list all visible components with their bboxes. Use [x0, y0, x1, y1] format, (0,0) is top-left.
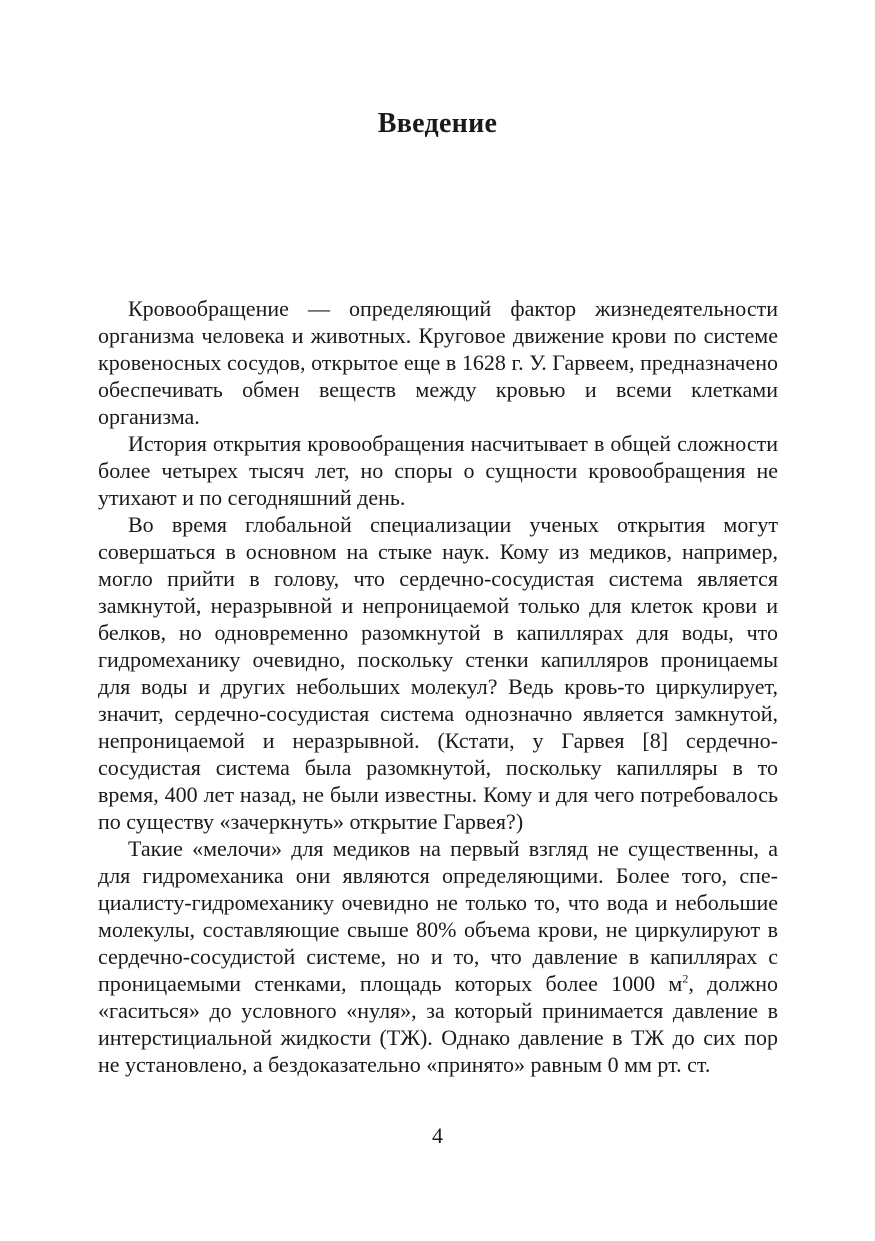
- paragraph-4: [98, 835, 778, 1078]
- paragraph-3: Во время глобальной специализации ученых открытия могут совершаться в основном на стыке наук. Кому из медиков, например, могло прийти в голову, что сердечно-сосудистая система является замкнутой, неразрывной и непроницаемой только для клеток крови и белков, но одновременно разомкнутой в капиллярах для воды, что гидромеханику очевидно, поскольку стенки капилляров проницаемы для воды и других небольших молекул? Ведь кровь-то циркулирует, значит, сердечно-сосудистая система однозначно является замкнутой, непроницаемой и неразрывной. (Кстати, у Гарвея [8] сердечно-сосудистая система была разомкнутой, поскольку капилляры в то время, 400 лет назад, не были известны. Кому и для чего потребовалось по существу «зачеркнуть» открытие Гарвея?): [98, 512, 778, 834]
- paragraph-2: История открытия кровообращения насчитывает в общей сложности более четырех тысяч лет, но споры о сущности кровообращения не утихают и по сегодняшний день.: [98, 431, 778, 510]
- paragraph-4-text-b: , должно «гаситься» до условного «нуля», за который принимается давление в интерстициальной жидкости (ТЖ). Однако давление в ТЖ до сих пор не установлено, а бездоказательно «принято» равным 0 мм рт. ст.: [98, 971, 778, 1077]
- body-text: [98, 295, 778, 1078]
- paragraph-1: Кровообращение — определяющий фактор жизнедеятельности организма человека и животных. Круговое движение крови по системе кровеносных сосудов, открытое еще в 1628 г. У. Гарвеем, предназначено обеспечивать обмен веществ между кровью и всеми клетками организма.: [98, 296, 778, 429]
- paragraph-4-text-a: Такие «мелочи» для медиков на первый взгляд не существенны, а для гидромеханика они являются определяющими. Более того, специалисту-гидромеханику очевидно не только то, что вода и небольшие молекулы, составляющие свыше 80% объема крови, не циркулируют в сердечно-сосудистой системе, но и то, что давление в капиллярах с проницаемыми стенками, площадь которых более 1000 м: [98, 836, 778, 996]
- superscript-exponent: 2: [682, 971, 689, 986]
- page-number: 4: [432, 1123, 443, 1148]
- page-title: Введение: [377, 108, 498, 139]
